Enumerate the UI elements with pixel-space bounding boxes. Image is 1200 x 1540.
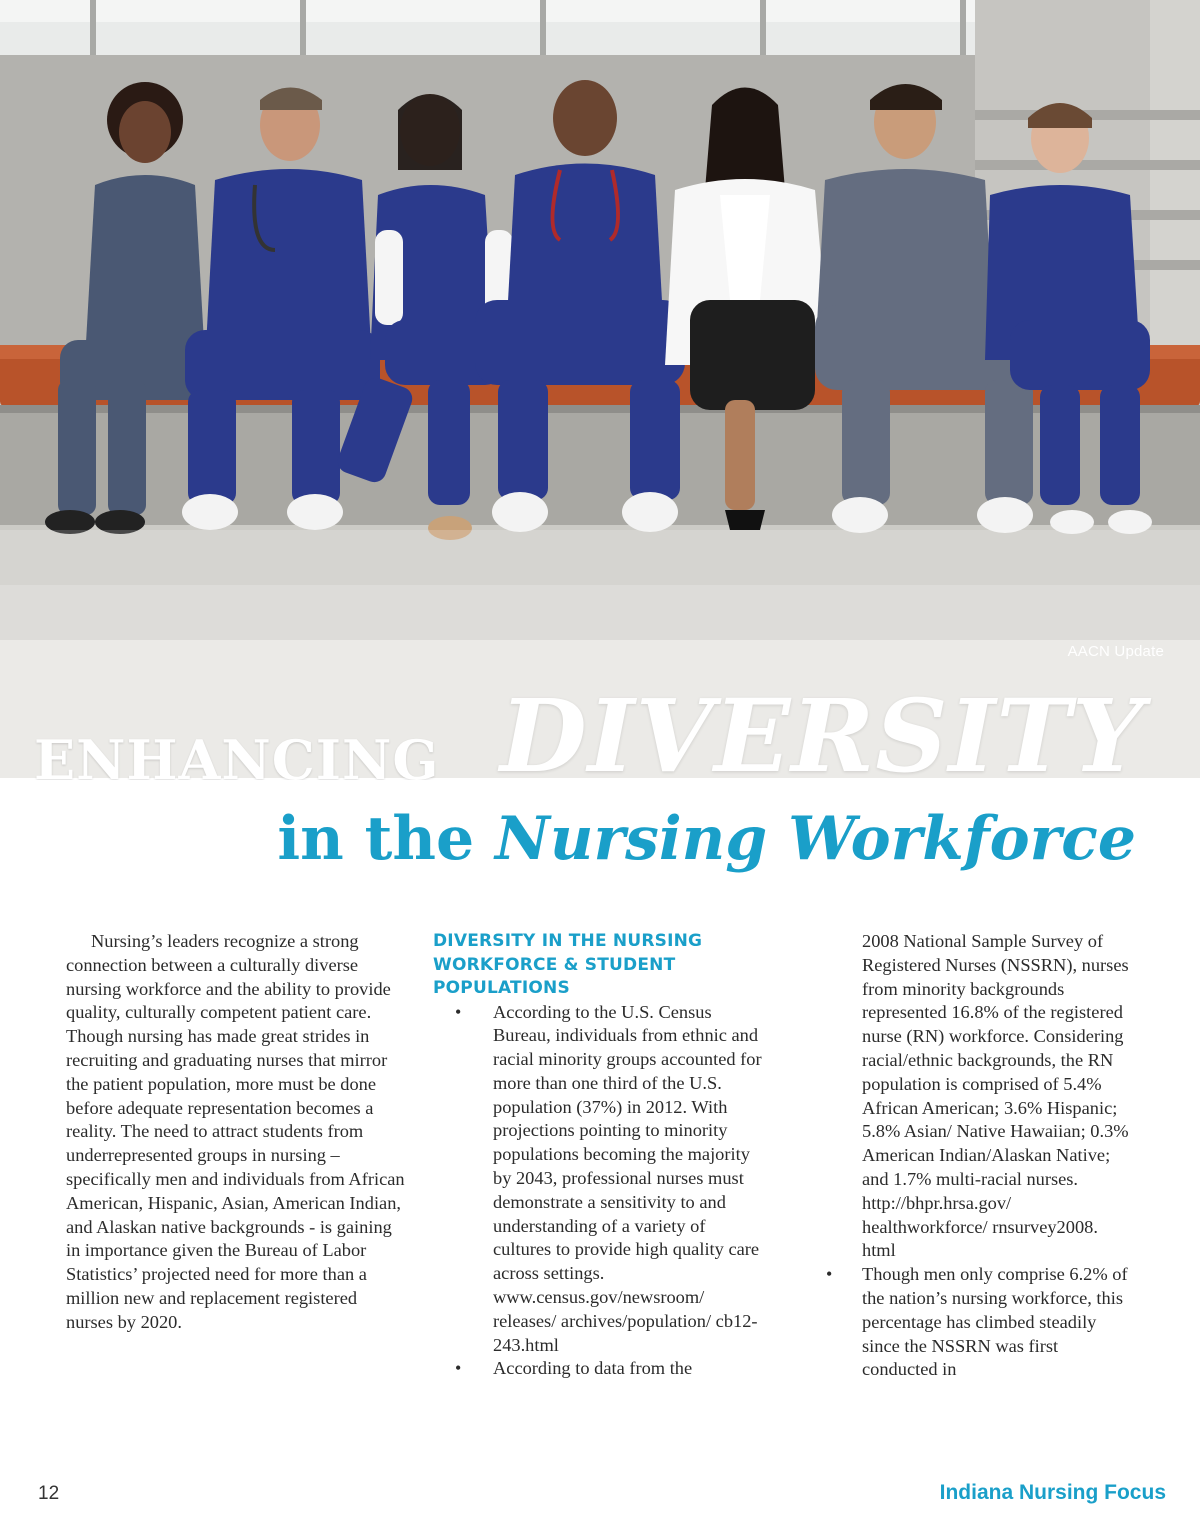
bullet-dot: •	[455, 1001, 462, 1022]
column-3	[826, 930, 1136, 1382]
publication-name: Indiana Nursing Focus	[939, 1481, 1166, 1504]
page-number: 12	[38, 1483, 60, 1504]
title-enhancing: ENHANCING	[34, 728, 440, 780]
title-line-1	[0, 690, 1200, 780]
column-2	[433, 930, 763, 1381]
bullet-text: Though men only comprise 6.2% of the nation’s nursing workforce, this percentage has climbed steadily since the NSSRN was first conducted in	[862, 1264, 1128, 1380]
bullet-text: According to data from the	[493, 1358, 693, 1379]
bullet-item	[433, 1001, 763, 1358]
bullet-dot: •	[826, 1264, 833, 1285]
intro-paragraph: Nursing’s leaders recognize a strong connection between a culturally diverse nursing workforce and the ability to provide quality, culturally competent patient care. Though nursing has made great strides in recruiting and graduating nurses that mirror the patient population, more must be done before adequate representation becomes a reality. The need to attract students from underrepresented groups in nursing – specifically men and individuals from African American, Hispanic, Asian, American Indian, and Alaskan native backgrounds - is gaining in importance given the Bureau of Labor Statistics’ projected need for more than a million new and replacement registered nurses by 2020.	[66, 931, 405, 1332]
column-1	[66, 930, 406, 1335]
bullet-item	[433, 1357, 763, 1381]
title-diversity: DIVERSITY	[500, 690, 1145, 780]
bullet-continuation: 2008 National Sample Survey of Registered Nurses (NSSRN), nurses from minority backgrounds represented 16.8% of the registered nurse (RN) workforce. Considering racial/ethnic backgrounds, the RN population is comprised of 5.4% African American; 3.6% Hispanic; 5.8% Asian/ Native Hawaiian; 0.3% American Indian/Alaskan Native; and 1.7% multi-racial nurses. http://bhpr.hrsa.gov/ healthworkforce/ rnsurvey2008. html	[862, 931, 1129, 1261]
title-line-2	[277, 806, 1136, 872]
title-nursing-workforce: Nursing Workforce	[495, 804, 1136, 874]
bullet-dot: •	[455, 1358, 462, 1379]
section-tag: AACN Update	[1067, 643, 1164, 660]
bullet-item	[826, 1263, 1136, 1382]
title-in-the: in the	[277, 804, 496, 874]
bullet-text: According to the U.S. Census Bureau, individuals from ethnic and racial minority groups accounted for more than one third of the U.S. population (37%) in 2012. With projections pointing to minority populations becoming the majority by 2043, professional nurses must demonstrate a sensitivity to and understanding of a variety of cultures to provide high quality care across settings. www.census.gov/newsroom/ releases/ archives/population/ cb12-243.html	[493, 1001, 762, 1355]
section-subhead: DIVERSITY IN THE NURSING WORKFORCE & STUDENT POPULATIONS	[433, 931, 703, 998]
